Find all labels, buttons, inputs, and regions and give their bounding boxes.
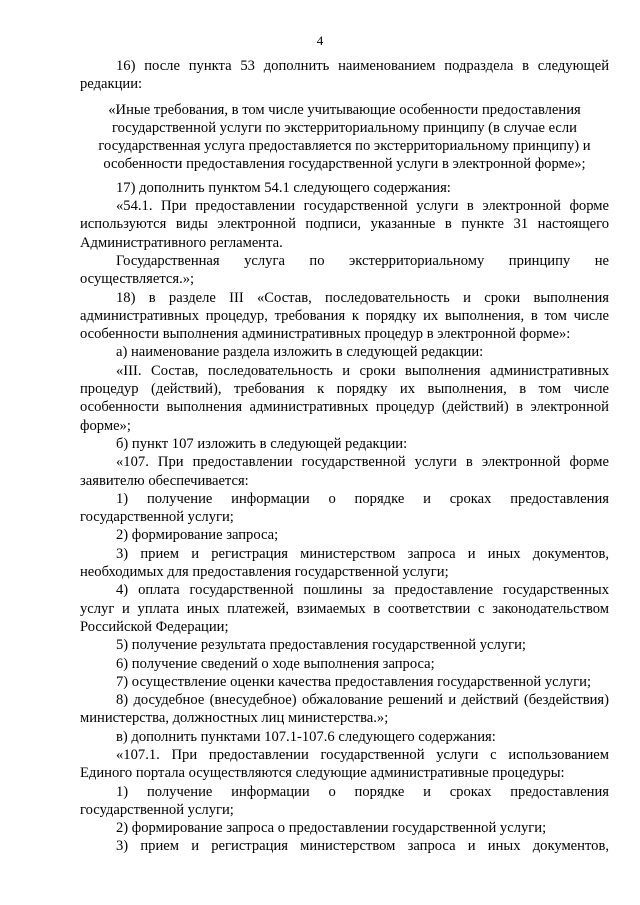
paragraph-107: «107. При предоставлении государственной услуги в электронной форме заявителю обеспечивается: <box>80 454 609 489</box>
list-item-107-1: 1) получение информации о порядке и сроках предоставления государственной услуги; <box>80 490 609 526</box>
paragraph-section-iii: «III. Состав, последовательность и сроки выполнения административных процедур (действий), требования к порядку их выполнения, в том числе особенности выполнения административных процедур (действий) в электронной форме»; <box>80 362 609 434</box>
document-body <box>80 57 609 856</box>
list-item-107-7: 7) осуществление оценки качества предоставления государственной услуги; <box>116 673 592 690</box>
list-item-107-5: 5) получение результата предоставления государственной услуги; <box>116 637 526 654</box>
list-item-107-4: 4) оплата государственной пошлины за предоставление государственных услуг и уплата иных платежей, взимаемых в соответствии с законодательством Российской Федерации; <box>80 582 609 635</box>
paragraph-54-1: «54.1. При предоставлении государственной услуги в электронной форме используются виды электронной подписи, указанные в пункте 31 настоящего Административного регламента. <box>80 198 609 251</box>
list-item-107-1-2: 2) формирование запроса о предоставлении государственной услуги; <box>116 820 547 837</box>
list-item-107-8: 8) досудебное (внесудебное) обжалование решений и действий (бездействия) министерства, должностных лиц министерства.»; <box>80 692 609 727</box>
paragraph-extraterritorial: Государственная услуга по экстерриториальному принципу не осуществляется.»; <box>80 252 609 288</box>
list-item-107-1-1: 1) получение информации о порядке и сроках предоставления государственной услуги; <box>80 783 609 818</box>
subsection-heading: «Иные требования, в том числе учитывающие особенности предоставления государственной услуги по экстерриториальному принципу (в случае если государственная услуга предоставляется по экстерриториальному принципу) и особенности предоставления государственной услуги в электронной форме»; <box>98 101 591 173</box>
page-number: 4 <box>316 33 324 48</box>
paragraph-17: 17) дополнить пунктом 54.1 следующего содержания: <box>116 179 451 196</box>
paragraph-18: 18) в разделе III «Состав, последовательность и сроки выполнения административных процедур, требования к порядку их выполнения, в том числе особенности выполнения административных процедур в электронной форме»: <box>80 289 609 343</box>
paragraph-18b: б) пункт 107 изложить в следующей редакции: <box>116 435 408 452</box>
list-item-107-3: 3) прием и регистрация министерством запроса и иных документов, необходимых для предоставления государственной услуги; <box>80 545 609 581</box>
list-item-107-1-3: 3) прием и регистрация министерством запроса и иных документов, <box>116 838 609 855</box>
paragraph-18v: в) дополнить пунктами 107.1-107.6 следующего содержания: <box>116 728 496 745</box>
paragraph-18a: а) наименование раздела изложить в следующей редакции: <box>116 344 484 361</box>
paragraph-16: 16) после пункта 53 дополнить наименованием подраздела в следующей редакции: <box>80 58 609 93</box>
list-item-107-6: 6) получение сведений о ходе выполнения запроса; <box>116 655 435 672</box>
paragraph-107-1: «107.1. При предоставлении государственной услуги с использованием Единого портала осуществляются следующие административные процедуры: <box>80 746 609 782</box>
list-item-107-2: 2) формирование запроса; <box>116 527 279 544</box>
